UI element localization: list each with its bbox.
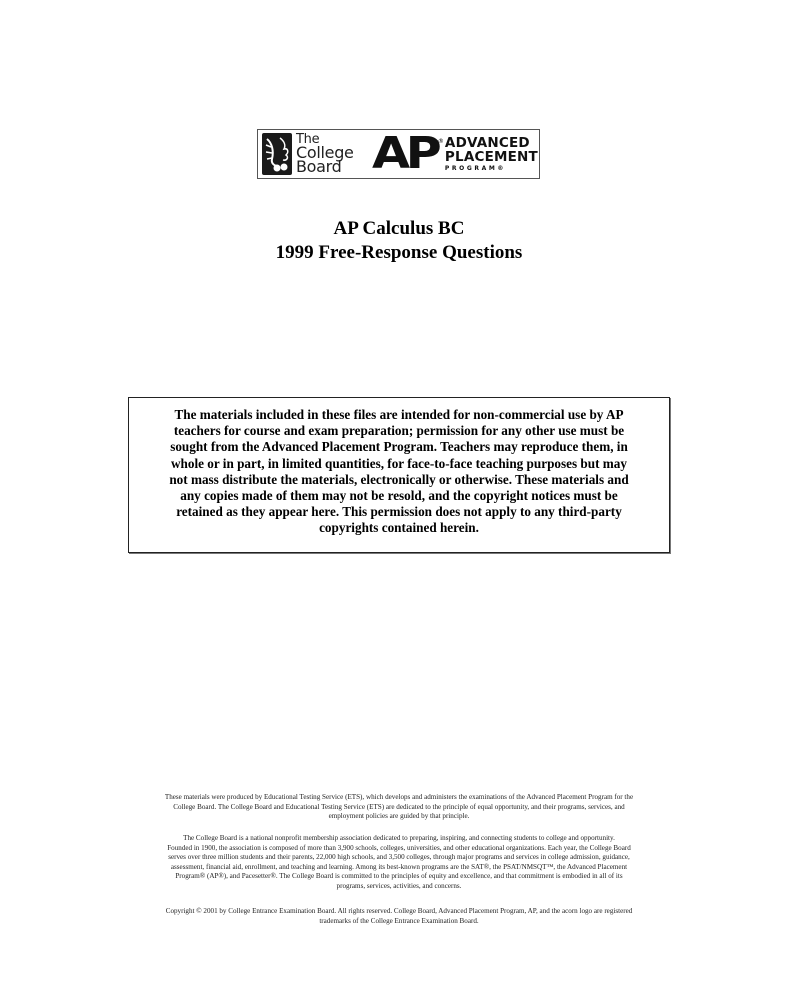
college-board-wordmark: The College Board (296, 132, 354, 176)
ap-wordmark: ADVANCED PLACEMENT PROGRAM® (444, 134, 538, 172)
registered-mark: ® (437, 138, 444, 145)
logo-banner (257, 129, 540, 179)
footer-college-board-paragraph: The College Board is a national nonprofit membership association dedicated to preparing, inspiring, and connecting students to college and opportunity. Founded in 1900, the association is composed of more than 3,900 schools, colleges, universities, and other educational organizations. Each year, the College Board serves over three million students and their parents, 22,000 high schools, and 3,500 colleges, through major programs and services in college admission, guidance, assessment, financial aid, enrollment, and teaching and learning. Among its best-known programs are the SAT®, the PSAT/NMSQT™, the Advanced Placement Program® (AP®), and Pacesetter®. The College Board is committed to the principles of equity and excellence, and that commitment is embodied in all of its programs, services, activities, and concerns. (167, 834, 631, 890)
footer-ets-paragraph: These materials were produced by Educational Testing Service (ETS), which develops and administers the examinations of the Advanced Placement Program for the College Board. The College Board and Educational Testing Service (ETS) are dedicated to the principle of equal opportunity, and their programs, services, and employment policies are guided by that principle. (164, 793, 634, 821)
acorn-leaf-icon (262, 133, 292, 175)
document-title: AP Calculus BC (333, 218, 465, 239)
document-subtitle: 1999 Free-Response Questions (275, 242, 523, 263)
usage-notice-box: The materials included in these files are intended for non-commercial use by AP teachers for course and exam preparation; permission for any other use must be sought from the Advanced Placement Program. Teachers may reproduce them, in whole or in part, in limited quantities, for face-to-face teaching purposes but may not mass distribute the materials, electronically or otherwise. These materials and any copies made of them may not be resold, and the copyright notices must be retained as they appear here. This permission does not apply to any third-party copyrights contained herein. (128, 397, 670, 553)
ap-letters: AP (371, 128, 437, 179)
footer-copyright-paragraph: Copyright © 2001 by College Entrance Examination Board. All rights reserved. College Board, Advanced Placement Program, AP, and the acorn logo are registered trademarks of the College Entrance Examination Board. (165, 907, 633, 925)
